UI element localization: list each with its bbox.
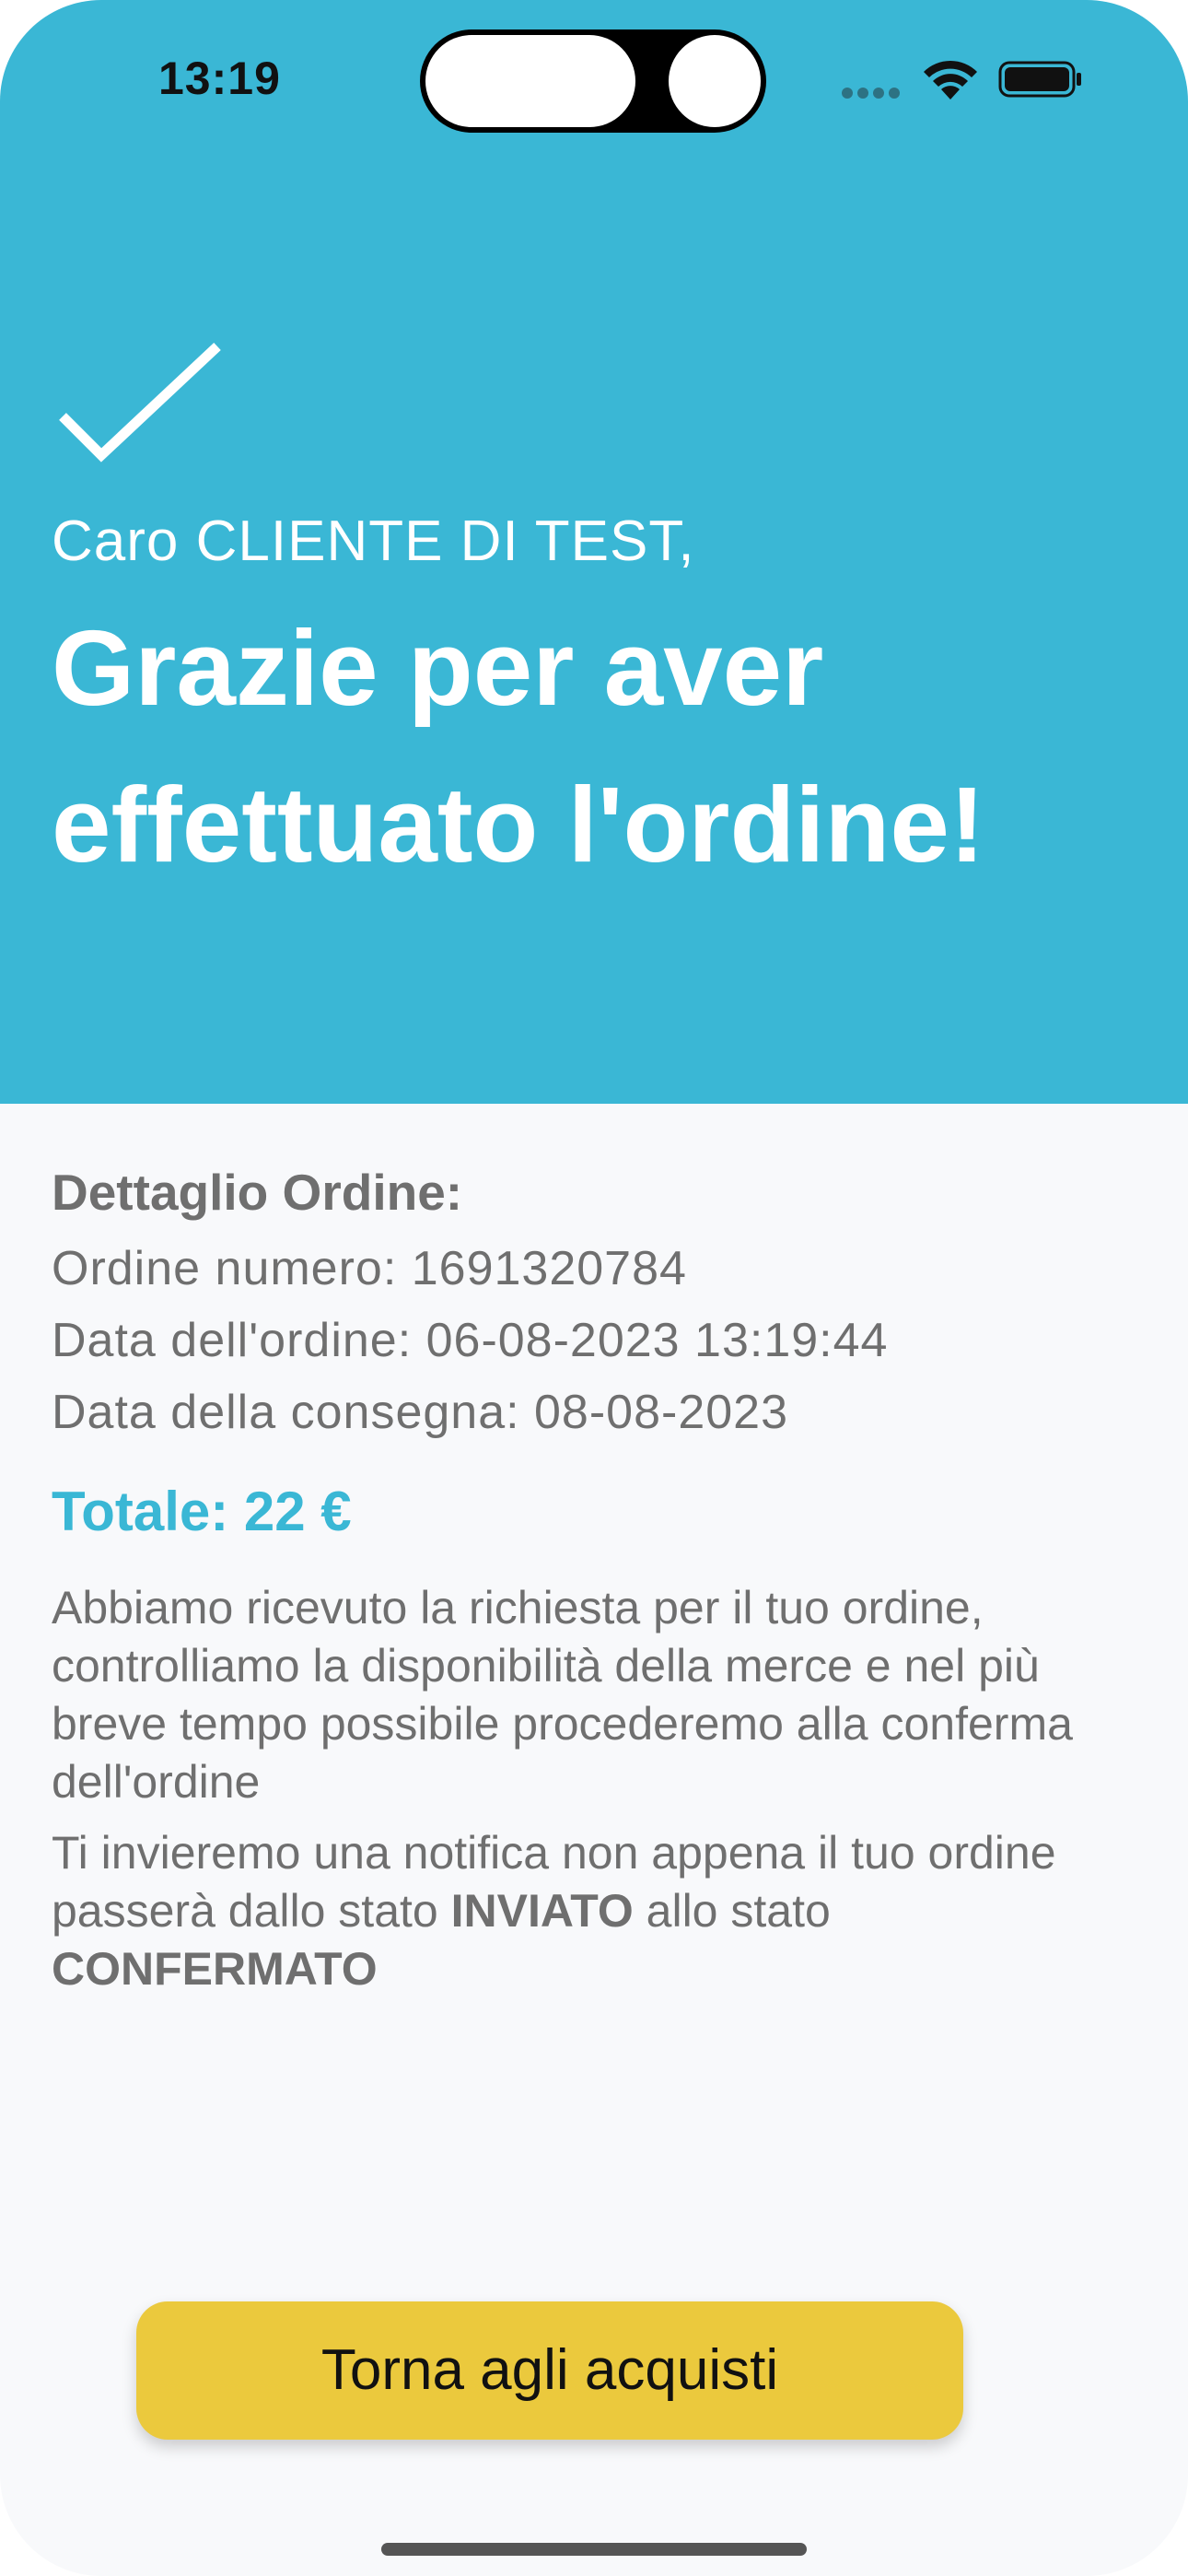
battery-icon [998, 61, 1083, 98]
order-total: Totale: 22 € [52, 1481, 352, 1542]
delivery-date: Data della consegna: 08-08-2023 [52, 1386, 789, 1439]
order-details [52, 1163, 1138, 1998]
greeting-text: Caro CLIENTE DI TEST, [52, 509, 695, 573]
status-sent: INVIATO [450, 1885, 634, 1937]
notification-message: Ti invieremo una notifica non appena il tuo ordine passerà dallo stato INVIATO allo stato CONFERMATO [52, 1827, 1056, 1995]
checkmark-icon [55, 341, 230, 470]
cellular-signal-icon [842, 87, 906, 98]
header-banner [0, 0, 1188, 1104]
back-to-shop-button[interactable]: Torna agli acquisti [136, 2301, 963, 2440]
details-heading: Dettaglio Ordine: [52, 1164, 463, 1221]
order-date: Data dell'ordine: 06-08-2023 13:19:44 [52, 1314, 889, 1367]
page-title: Grazie per aver effettuato l'ordine! [52, 608, 985, 884]
order-number: Ordine numero: 1691320784 [52, 1242, 687, 1295]
order-received-message: Abbiamo ricevuto la richiesta per il tuo ordine, controlliamo la disponibilità della merce e nel più breve tempo possibile procederemo alla conferma dell'ordine [52, 1582, 1073, 1808]
home-indicator[interactable] [381, 2543, 807, 2556]
status-confirmed: CONFERMATO [52, 1943, 378, 1995]
status-time: 13:19 [158, 53, 281, 104]
dynamic-island [420, 29, 766, 133]
wifi-icon [921, 57, 980, 101]
